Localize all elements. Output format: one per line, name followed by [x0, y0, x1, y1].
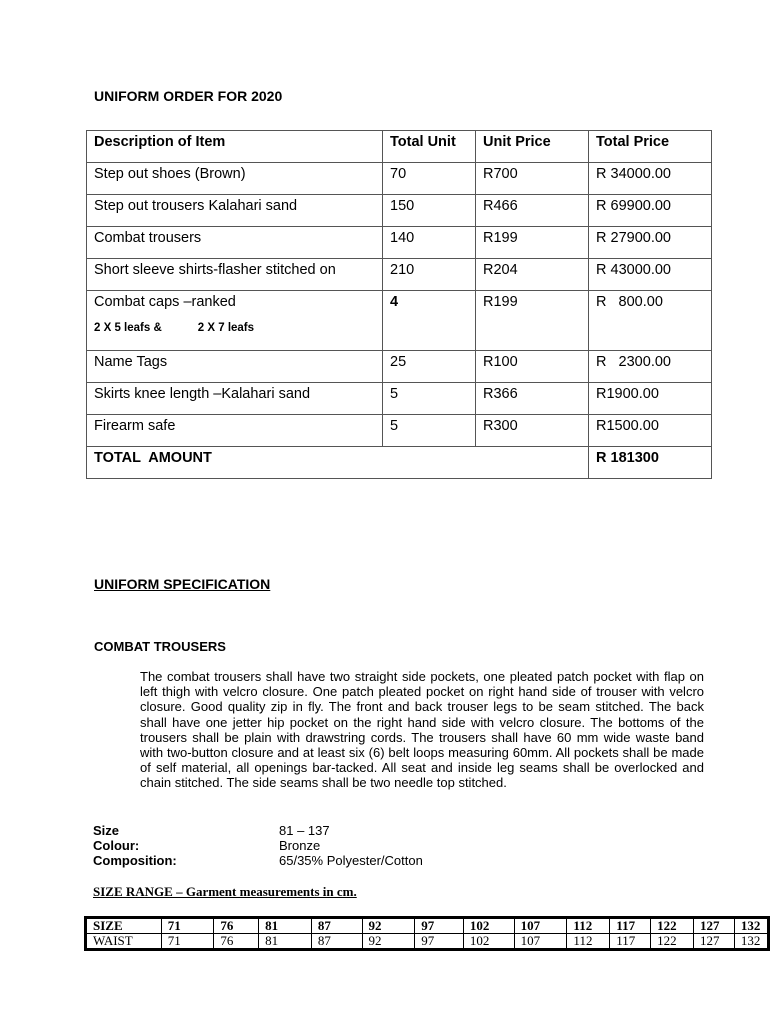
section-heading: COMBAT TROUSERS	[94, 639, 226, 654]
item-unit-price: R199	[476, 291, 589, 351]
item-units: 140	[383, 227, 476, 259]
size-cell: 107	[514, 918, 567, 934]
waist-cell: 117	[610, 934, 651, 950]
table-row	[87, 291, 712, 351]
table-row	[87, 415, 712, 447]
size-value: 81 – 137	[279, 823, 330, 838]
item-description-text: Combat caps –ranked	[94, 294, 236, 310]
size-cell: 71	[161, 918, 214, 934]
spec-heading: UNIFORM SPECIFICATION	[94, 576, 271, 592]
item-unit-price: R100	[476, 351, 589, 383]
table-row	[87, 227, 712, 259]
item-total-price: R 2300.00	[589, 351, 712, 383]
sub-note-b: 2 X 7 leafs	[197, 322, 255, 334]
item-description: Firearm safe	[87, 415, 383, 447]
waist-cell: 122	[651, 934, 694, 950]
page-title: UNIFORM ORDER FOR 2020	[94, 88, 283, 104]
table-row	[87, 163, 712, 195]
item-units: 5	[383, 383, 476, 415]
waist-cell: 107	[514, 934, 567, 950]
waist-cell: 127	[694, 934, 735, 950]
item-unit-price: R466	[476, 195, 589, 227]
item-unit-price: R366	[476, 383, 589, 415]
item-units: 5	[383, 415, 476, 447]
size-cell: 122	[651, 918, 694, 934]
item-description: Step out shoes (Brown)	[87, 163, 383, 195]
item-description: Name Tags	[87, 351, 383, 383]
item-description: Skirts knee length –Kalahari sand	[87, 383, 383, 415]
size-cell: 81	[259, 918, 312, 934]
item-unit-price: R300	[476, 415, 589, 447]
size-cell: 97	[415, 918, 464, 934]
item-unit-price: R204	[476, 259, 589, 291]
table-row	[87, 351, 712, 383]
size-cell: SIZE	[86, 918, 162, 934]
item-total-price: R 34000.00	[589, 163, 712, 195]
size-table	[84, 916, 770, 951]
size-cell: 117	[610, 918, 651, 934]
item-total-price: R 27900.00	[589, 227, 712, 259]
item-units: 70	[383, 163, 476, 195]
total-label: TOTAL AMOUNT	[87, 447, 589, 479]
size-label: Size	[93, 823, 120, 838]
item-total-price: R 800.00	[589, 291, 712, 351]
item-total-price: R 69900.00	[589, 195, 712, 227]
waist-cell: 71	[161, 934, 214, 950]
size-range-title: SIZE RANGE – Garment measurements in cm.	[93, 884, 357, 899]
waist-cell: 76	[214, 934, 259, 950]
size-cell: 127	[694, 918, 735, 934]
waist-cell: 87	[311, 934, 362, 950]
total-value: R 181300	[589, 447, 712, 479]
size-cell: 102	[463, 918, 514, 934]
item-total-price: R 43000.00	[589, 259, 712, 291]
table-header-row	[87, 131, 712, 163]
item-description	[87, 291, 383, 351]
size-cell: 87	[311, 918, 362, 934]
waist-cell: 92	[362, 934, 415, 950]
item-unit-price: R199	[476, 227, 589, 259]
item-units: 210	[383, 259, 476, 291]
waist-cell: 81	[259, 934, 312, 950]
size-row	[86, 918, 769, 934]
size-cell: 112	[567, 918, 610, 934]
item-units: 25	[383, 351, 476, 383]
composition-value: 65/35% Polyester/Cotton	[279, 853, 423, 868]
item-sub-note	[94, 322, 375, 334]
item-units: 4	[383, 291, 476, 351]
item-unit-price: R700	[476, 163, 589, 195]
spec-paragraph: The combat trousers shall have two straight side pockets, one pleated patch pocket with flap on left thigh with velcro closure. One patch pleated pocket on right hand side of trouser with velcro closure. Good quality zip in fly. The front and back trouser legs to be seam stitched. The back shall have one jetter hip pocket on the right hand side with velcro closure. The bottoms of the trousers shall be plain with drawstring cords. The trousers shall have 60 mm wide waste band with two-button closure and at least six (6) belt loops measuring 60mm. All pockets shall be made of self material, all openings bar-tacked. All seat and inside leg seams shall be overlocked and chain stitched. The side seams shall be two needle top stitched.	[140, 669, 704, 791]
waist-cell: 132	[734, 934, 768, 950]
table-row	[87, 259, 712, 291]
item-description: Combat trousers	[87, 227, 383, 259]
header-total-unit: Total Unit	[383, 131, 476, 163]
header-unit-price: Unit Price	[476, 131, 589, 163]
item-total-price: R1500.00	[589, 415, 712, 447]
waist-cell: WAIST	[86, 934, 162, 950]
header-total-price: Total Price	[589, 131, 712, 163]
sub-note-a: 2 X 5 leafs &	[94, 322, 162, 334]
item-description: Short sleeve shirts-flasher stitched on	[87, 259, 383, 291]
colour-label: Colour:	[93, 838, 140, 853]
composition-label: Composition:	[93, 853, 177, 868]
size-cell: 92	[362, 918, 415, 934]
size-cell: 76	[214, 918, 259, 934]
header-description: Description of Item	[87, 131, 383, 163]
total-row	[87, 447, 712, 479]
table-row	[87, 383, 712, 415]
waist-cell: 112	[567, 934, 610, 950]
colour-value: Bronze	[279, 838, 321, 853]
item-description: Step out trousers Kalahari sand	[87, 195, 383, 227]
item-total-price: R1900.00	[589, 383, 712, 415]
waist-cell: 97	[415, 934, 464, 950]
size-cell: 132	[734, 918, 768, 934]
order-table	[86, 130, 712, 479]
table-row	[87, 195, 712, 227]
waist-row	[86, 934, 769, 950]
item-units: 150	[383, 195, 476, 227]
waist-cell: 102	[463, 934, 514, 950]
